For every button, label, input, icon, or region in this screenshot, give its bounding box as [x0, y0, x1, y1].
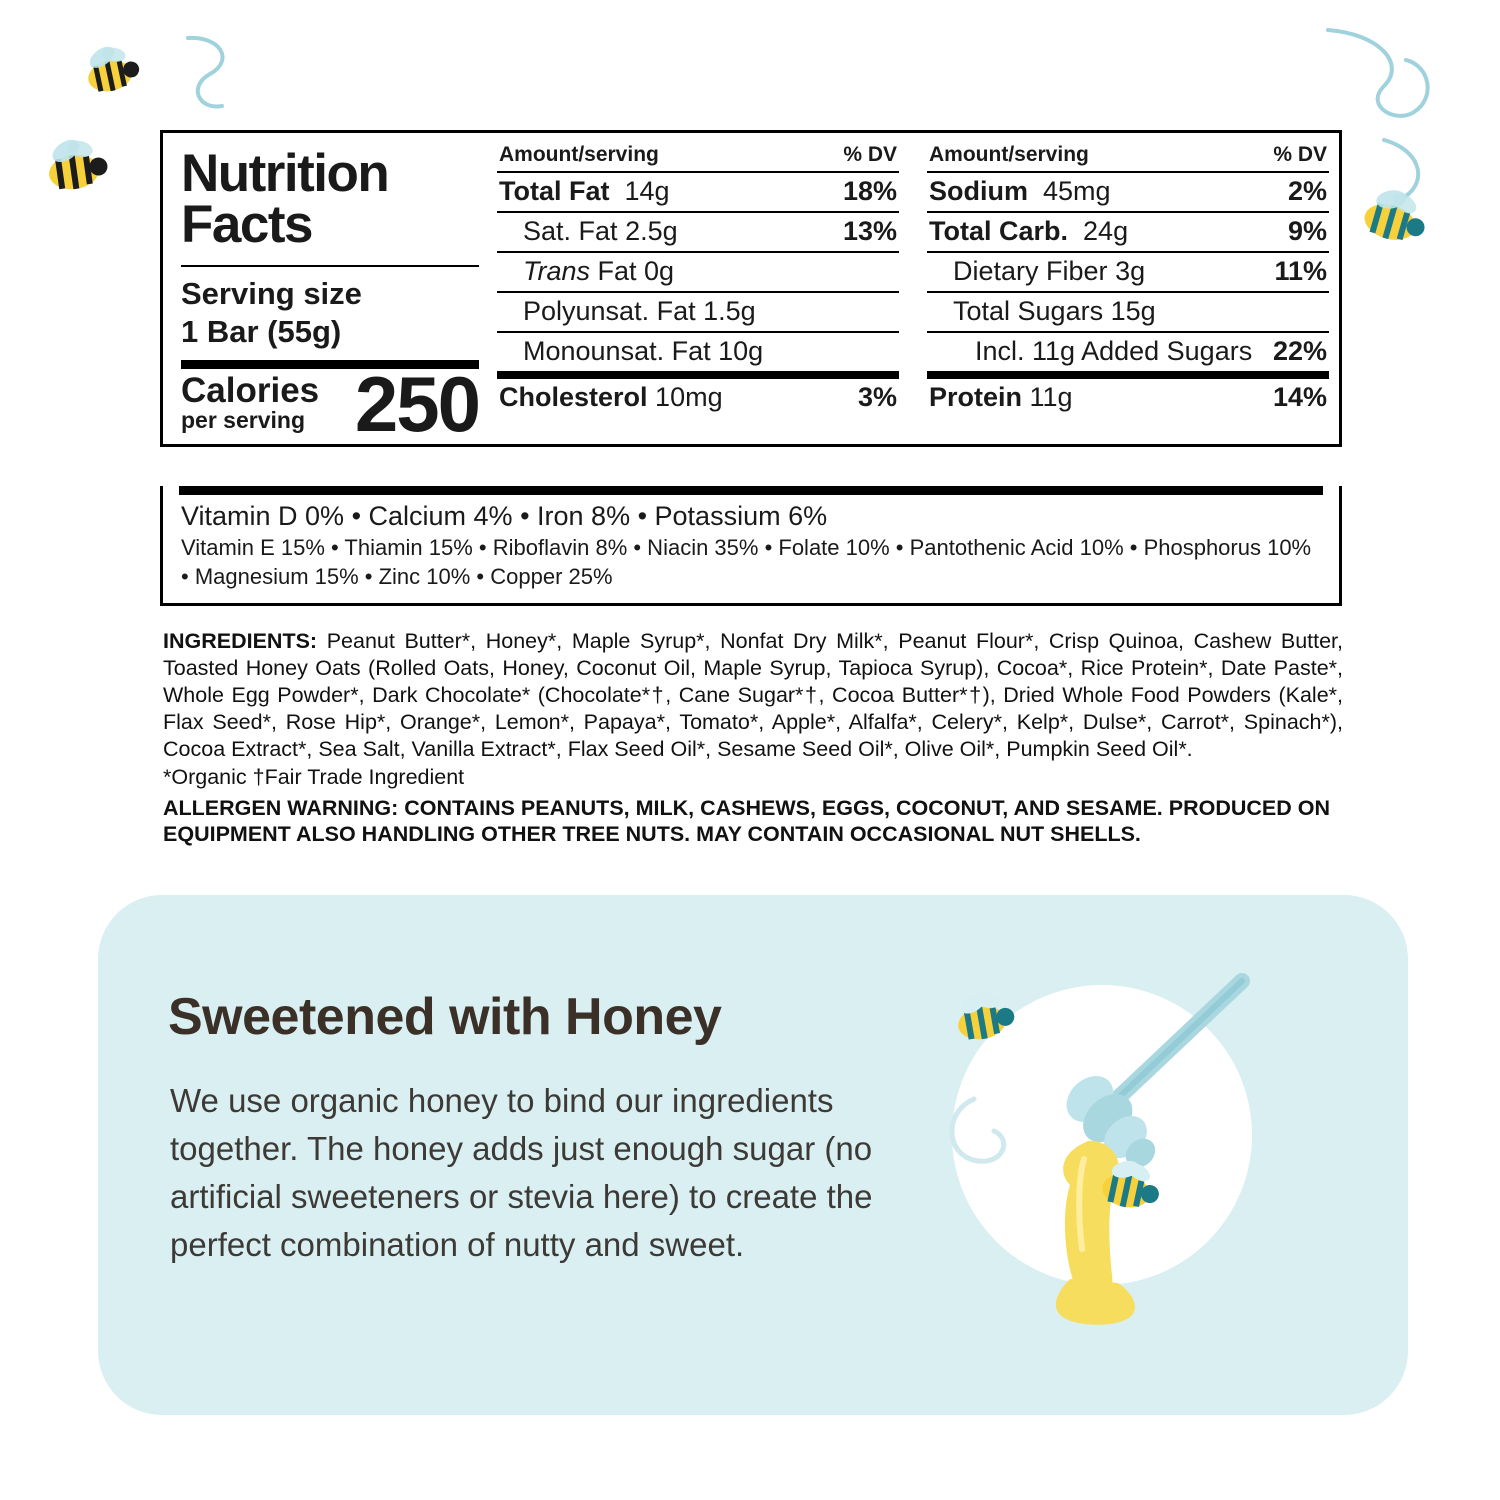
- calories-sublabel: per serving: [181, 407, 305, 434]
- calories-value: 250: [354, 360, 479, 449]
- nutrient-name: Total Carb.: [929, 216, 1069, 246]
- nutrition-facts-left-column: [163, 133, 493, 449]
- organic-fairtrade-note: *Organic †Fair Trade Ingredient: [163, 765, 465, 790]
- nutrient-name: Monounsat.: [523, 336, 665, 366]
- micronutrient-section: [160, 486, 1342, 606]
- micronutrients-minor: Vitamin E 15% • Thiamin 15% • Riboflavin 8% • Niacin 35% • Folate 10% • Pantothenic Acid 10% • Phosphorus 10% • Magnesium 15% • Zinc 10% • Copper 25%: [181, 535, 1312, 589]
- calories-row: [181, 360, 479, 449]
- ingredients-label: INGREDIENTS:: [163, 629, 318, 653]
- nutrition-facts-panel: [160, 130, 1342, 447]
- nutrient-row: [497, 171, 899, 211]
- allergen-warning: ALLERGEN WARNING: CONTAINS PEANUTS, MILK, CASHEWS, EGGS, COCONUT, AND SESAME. PRODUCED ON EQUIPMENT ALSO HANDLING OTHER TREE NUTS. MAY CONTAIN OCCASIONAL NUT SHELLS.: [163, 796, 1331, 847]
- nutrient-row: [497, 371, 899, 417]
- nutrient-name: Dietary Fiber: [953, 256, 1108, 286]
- nutrient-column-left: [493, 141, 909, 444]
- bee-icon: [1332, 168, 1452, 278]
- bee-icon: [1068, 1141, 1188, 1241]
- ingredients-block: [163, 628, 1343, 848]
- nutrient-amount: 3g: [1115, 256, 1146, 286]
- micronutrients-major: Vitamin D 0% • Calcium 4% • Iron 8% • Potassium 6%: [181, 501, 828, 531]
- honey-card-title: Sweetened with Honey: [168, 988, 722, 1046]
- bee-icon: [924, 973, 1044, 1073]
- bee-icon: [22, 120, 132, 220]
- nutrient-row: [927, 251, 1329, 291]
- nutrient-amount: 24g: [1083, 216, 1129, 246]
- nutrient-amount: 15g: [1110, 296, 1156, 326]
- bee-icon: [70, 30, 260, 140]
- nutrient-row: [927, 211, 1329, 251]
- nutrient-amount: 10mg: [655, 382, 723, 412]
- percent-dv-header: % DV: [1273, 143, 1327, 166]
- percent-dv-header: % DV: [843, 143, 897, 166]
- amount-per-serving-header: Amount/serving: [929, 143, 1089, 166]
- page-title: Nutrition Facts: [181, 144, 389, 254]
- nutrient-name: Incl. 11g Added Sugars: [975, 336, 1253, 366]
- nutrient-dv: 18%: [842, 176, 897, 206]
- nutrient-amount: Fat 10g: [671, 336, 764, 366]
- nutrient-amount: 11g: [1029, 382, 1073, 412]
- nutrient-name: Total Sugars: [953, 296, 1104, 326]
- nutrient-row: [927, 291, 1329, 331]
- honey-card-body: We use organic honey to bind our ingredients together. The honey adds just enough sugar (no artificial sweeteners or stevia here) to create the perfect combination of nutty and sweet.: [170, 1082, 873, 1263]
- divider: [181, 265, 479, 267]
- nutrient-dv: 3%: [857, 382, 897, 412]
- nutrition-facts-columns: [493, 133, 1339, 444]
- nutrient-name: Protein: [929, 382, 1023, 412]
- nutrient-dv: 13%: [842, 216, 897, 246]
- nutrient-dv: 2%: [1287, 176, 1327, 206]
- column-header: [497, 141, 899, 171]
- nutrient-dv: 9%: [1287, 216, 1327, 246]
- nutrient-amount: 14g: [624, 176, 670, 206]
- serving-size-value: 1 Bar (55g): [181, 313, 342, 349]
- nutrient-dv: 14%: [1272, 382, 1327, 412]
- amount-per-serving-header: Amount/serving: [499, 143, 659, 166]
- nutrient-amount: 45mg: [1043, 176, 1111, 206]
- calories-label: Calories: [181, 371, 320, 411]
- serving-size-label: Serving size: [181, 275, 362, 311]
- ingredients-list: Peanut Butter*, Honey*, Maple Syrup*, Nonfat Dry Milk*, Peanut Flour*, Crisp Quinoa, Cashew Butter, Toasted Honey Oats (Rolled Oats, Honey, Coconut Oil, Maple Syrup, Tapioca Syrup), Cocoa*, Rice Protein*, Date Paste*, Whole Egg Powder*, Dark Chocolate* (Chocolate*†, Cane Sugar*†, Cocoa Butter*†), Dried Whole Food Powders (Kale*, Flax Seed*, Rose Hip*, Orange*, Lemon*, Papaya*, Tomato*, Apple*, Alfalfa*, Celery*, Kelp*, Dulse*, Carrot*, Spinach*), Cocoa Extract*, Sea Salt, Vanilla Extract*, Flax Seed Oil*, Sesame Seed Oil*, Olive Oil*, Pumpkin Seed Oil*.: [163, 629, 1343, 761]
- column-header: [927, 141, 1329, 171]
- nutrient-amount: 2.5g: [625, 216, 678, 246]
- nutrient-dv: 11%: [1274, 256, 1327, 286]
- nutrient-row: [497, 211, 899, 251]
- nutrient-name: Sodium: [929, 176, 1028, 206]
- nutrient-name: Cholesterol: [499, 382, 648, 412]
- nutrient-row: [497, 251, 899, 291]
- ingredients-text: [163, 628, 1343, 762]
- nutrient-row: [497, 291, 899, 331]
- nutrient-row: [927, 171, 1329, 211]
- nutrient-row: [497, 331, 899, 371]
- sweetened-with-honey-card: [98, 895, 1408, 1415]
- nutrient-row: [927, 331, 1329, 371]
- nutrient-amount: Fat 0g: [597, 256, 675, 286]
- nutrient-name: Total Fat: [499, 176, 610, 206]
- nutrient-name: Sat. Fat: [523, 216, 618, 246]
- nutrient-name: Trans: [523, 256, 591, 286]
- honey-illustration: [912, 949, 1312, 1349]
- nutrient-amount: Fat 1.5g: [656, 296, 756, 326]
- nutrient-row: [927, 371, 1329, 417]
- nutrient-dv: 22%: [1272, 336, 1327, 366]
- nutrient-name: Polyunsat.: [523, 296, 650, 326]
- nutrient-column-right: [909, 141, 1339, 444]
